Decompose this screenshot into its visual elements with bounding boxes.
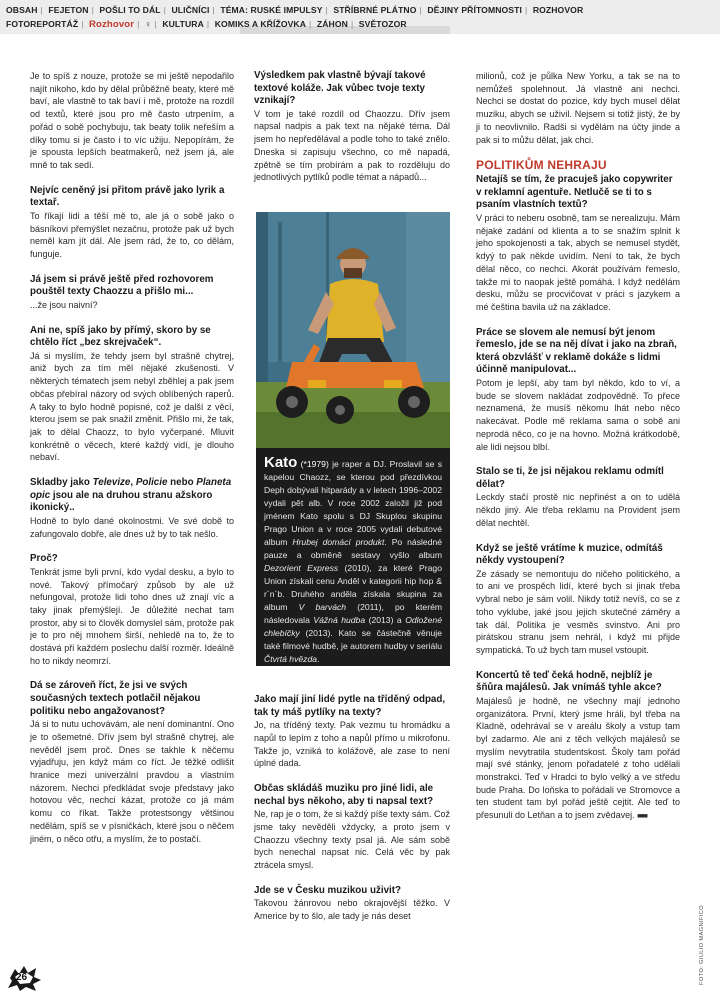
nav-item-rozhovor[interactable]: ROZHOVOR bbox=[532, 5, 584, 15]
answer-politics: Já si to nutu uchovávám, ale není dominantní. Ono je to ošemetné. Dřív jsem byl strašně chytrej, ale nevěděl jsem proč. Dnes se takhle k něčemu vyjadřuju, jen když mám co říct. Je těžké odlišit hranice mezi univerzální pravdou a vlastním názorem. Nechci předkládat svoje představy jako hotovou věc, nechci kázat, protože co já mám komu co říkat. Takže protestsongy většinou nedělám, spíš se v písničkách, které jsou o něčem jiném, o něco otřu, a myslím, že to postačí. bbox=[30, 719, 234, 844]
question-manipulation: Práce se slovem ale nemusí být jenom řemeslo, jde se na něj dívat i jako na zbraň, která obzvlášť v reklamě dokáže s lidmi účinně manipulovat... bbox=[476, 326, 677, 376]
page-number-badge bbox=[6, 964, 42, 992]
article-column-3 bbox=[476, 70, 680, 824]
nav-item-fejeton[interactable]: FEJETON bbox=[48, 5, 89, 15]
answer-refused-ad: Leckdy stačí prostě nic nepřinést a on to udělá někdo jiný. Ale třeba reklamu na Provident jsem dělat nechtěl. bbox=[476, 492, 680, 528]
answer-lyricist: To říkají lidi a těší mě to, ale já o sobě jako o básníkovi přemýšlet nezačnu, protože pak už bych neměl kam jít dál. Ale jsem rád, že to, co dělám, funguje. bbox=[30, 210, 234, 259]
nav-item-kultura[interactable]: KULTURA bbox=[162, 19, 204, 29]
nav-item-stribrne-platno[interactable]: STŘÍBRNÉ PLÁTNO bbox=[333, 5, 417, 15]
section-nav-row-1: OBSAH | FEJETON | POŠLI TO DÁL | ULIČNÍCI | TÉMA: RUSKÉ IMPULSY | STŘÍBRNÉ PLÁTNO | DĚJINY PŘÍTOMNOSTI | ROZHOVOR bbox=[6, 5, 584, 15]
question-living-from-music: Jde se v Česku muzikou uživit? bbox=[254, 884, 401, 896]
portrait-photo bbox=[256, 212, 450, 448]
article-column-2-top bbox=[254, 70, 450, 184]
nav-item-komiks[interactable]: KOMIKS A KŘÍŽOVKA bbox=[214, 19, 307, 29]
question-why: Proč? bbox=[30, 553, 58, 565]
question-direct: Ani ne, spíš jako by přímý, skoro by se chtělo říct „bez skrejvaček“. bbox=[30, 324, 211, 349]
answer-iconic-songs: Hodně to bylo dané okolnostmi. Ve své době to zafungovalo dobře, ale dnes už by to tak nešlo. bbox=[30, 515, 234, 539]
article-column-2-bottom bbox=[254, 694, 450, 923]
nav-item-tema[interactable]: TÉMA: RUSKÉ IMPULSY bbox=[220, 5, 323, 15]
answer-collages: V tom je také rozdíl od Chaozzu. Dřív jsem napsal nadpis a pak text na nějaké téma. Dál jsem ho nepředělával a podle toho to také znělo. Dneska si zapisuju všechno, co mě napadá, zpětně se tím probírám a pak to rozděluju do jednotlivých pytlíků podle témat a nápadů... bbox=[254, 108, 450, 183]
section-nav bbox=[0, 0, 720, 34]
bio-box bbox=[256, 448, 450, 666]
bio-name: Kato bbox=[264, 454, 298, 471]
section-heading: POLITIKŮM NEHRAJU bbox=[476, 158, 607, 173]
kato-on-gokart-illustration bbox=[256, 212, 450, 448]
bio-text: Kato (*1979) je raper a DJ. Proslavil se s kapelou Chaozz, se kterou pod přezdívkou Deph dobývali hitparády a v letech 1996–2002 vydali pět alb. V roce 2002 založil již pod jménem Kato spolu s DJ Skuplou skupinu Prago Union a v roce 2005 vydali debutové album Hrubej domácí produkt. Po následné pauze a obměně sestavy vyšlo album Dezorient Express (2010), za které Prago Union získali cenu Anděl v kategorii hip hop & r´n´b. Druhého anděla získala skupina za album V barvách (2011), po kterém následovala Vážná hudba (2013) a Odložené chlebíčky (2013). Kato se částečně věnuje také filmové hudbě, je autorem hudby v seriálu Čtvrtá hvězda. bbox=[264, 454, 443, 664]
answer-majales: Majálesů je hodně, ne všechny mají jednoho organizátora. První, který jsme hráli, byl třeba na Kladně, odehrával se v areálu školy a vstup tam byl zadarmo. Ale ani z těch velkých majálesů se myslím nevytratila studentskost. Školy tam pořád mají své stánky, jenom pořadatelé z toho udělali monstrakci. Teď v Hradci to bylo velký a ve středu bude Praha. Do loňska to pořádali ve Stromovce a ten student tam byl pořád ještě cejtit. Ale teď to přesunuli do Letňan a to jsem zvědavej. ■■■ bbox=[476, 695, 680, 821]
answer-sorted-bags: Jo, na tříděný texty. Pak vezmu tu hromádku a napůl to lepím z toho a napůl přímo u mikrofonu. Takže jo, vzniká to kolážově, ale zase to není úplné dada. bbox=[254, 720, 450, 769]
article-column-1 bbox=[30, 70, 234, 845]
answer-direct: Já si myslím, že tehdy jsem byl strašně chytrej, aniž bych za tím měl nějaké zkušenosti. V některých tématech jsem nebyl zběhlej a pak jsem občas přebíral názory od svých oblíbených raperů. A taky to bylo hodně popisné, což je další z věcí, kterou jsem se pak snažil změnit. Přišlo mi, že tak, jak to dělal Chaozz, to bylo vyčerpané. Mluvit konkrétně o věcech, které každý vidí, je dlouho nebaví. bbox=[30, 350, 234, 463]
photo-credit: FOTO: GIULIO MAGNIFICO bbox=[699, 905, 705, 985]
nav-item-dejiny[interactable]: DĚJINY PŘÍTOMNOSTI bbox=[427, 5, 522, 15]
question-chaozz-texts: Já jsem si právě ještě před rozhovorem pouštěl texty Chaozzu a přišlo mi... bbox=[30, 273, 214, 298]
question-lyricist: Nejvíc ceněný jsi přitom právě jako lyrik a textař. bbox=[30, 184, 225, 209]
answer-refuse-gigs: Ze zásady se nemontuju do ničeho politického, a to ani ve prospěch lidí, které bych si jinak třeba vybral nebo je sám volil. Nikdy totiž nevíš, co se z toho vyklube, jaké jsou jejich skutečné záměry a tak dál. Politika je vesměs svinstvo. Ani pro pirátskou stranu jsem nehrál, i když mi přijde sympatická. To už bych tam musel vstoupit. bbox=[476, 568, 680, 655]
question-refused-ad: Stalo se ti, že jsi nějakou reklamu odmítl dělat? bbox=[476, 466, 664, 490]
answer-continued: milionů, což je půlka New Yorku, a tak se na to nemůžeš spolehnout. Já vlastně ani nechci. Nechci se dostat do pozice, kdy bych musel dělat muziku, abych se uživil. Nejsem si totiž jistý, že by ji to neovlivnilo. Radši si vydělám na účty jinde a pak si to můžu dělat, jak chci. bbox=[476, 71, 680, 145]
bio-year: (*1979) bbox=[300, 459, 329, 469]
question-politics: Dá se zároveň říct, že jsi ve svých současných textech potlačil nějakou politiku nebo angažovanost? bbox=[30, 680, 201, 717]
nav-item-ulicnici[interactable]: ULIČNÍCI bbox=[171, 5, 210, 15]
nav-item-rozhovor-active[interactable]: Rozhovor bbox=[89, 19, 135, 30]
question-collages: Výsledkem pak vlastně bývají takové textové koláže. Jak vůbec tvoje texty vznikají? bbox=[254, 70, 426, 107]
answer-someone-else-writes: Ne, rap je o tom, že si každý píše texty sám. Což jsme taky nevěděli vždycky, a proto jsem v Chaozzu všechny texty psal já. Ale sám sobě bych nenechal napsat nic. Celá věc by pak ztrácela smysl. bbox=[254, 809, 450, 870]
answer-paragraph: Je to spíš z nouze, protože se mi ještě nepodařilo najít nikoho, kdo by dělal průběžně beaty, které mě baví, ale vlastně to tak baví i mě, protože na rozdíl od textů, které jsou pro mě často utrpením, a pořád o sobě pochybuju, tak beaty tolik neřeším a díky tomu si je často i to víc užiju. Nepopírám, že je spousta lepších beatmakerů, než jsem já, ale mně to tak sedí. bbox=[30, 71, 234, 170]
question-someone-else-writes: Občas skládáš muziku pro jiné lidi, ale nechal bys někoho, aby ti napsal text? bbox=[254, 783, 434, 807]
nav-item-posli-to-dal[interactable]: POŠLI TO DÁL bbox=[99, 5, 161, 15]
answer-chaozz-texts: ...že jsou naivní? bbox=[30, 299, 98, 310]
answer-manipulation: Potom je lepší, aby tam byl někdo, kdo to ví, a bude se slovem nakládat zodpovědně. To přece neznamená, že musíš někomu lhát nebo něco nakecávat. Podle mě reklama sama o sobě ani neprodá něco, co je na hovno. Možná krátkodobě, ale lidi nejsou blbí. bbox=[476, 378, 680, 452]
nav-item-female-symbol[interactable]: ♀ bbox=[144, 19, 152, 29]
question-majales: Koncertů tě teď čeká hodně, nejblíž je šňůra majálesů. Jak vnímáš tyhle akce? bbox=[476, 669, 662, 694]
end-of-article-mark: ■■■ bbox=[637, 813, 647, 821]
question-iconic-songs: Skladby jako Televize, Policie nebo Planeta opic jsou ale na druhou stranu ažskoro ikonický.. bbox=[30, 477, 232, 514]
nav-item-fotoreportaz[interactable]: FOTOREPORTÁŽ bbox=[6, 19, 79, 29]
answer-living-from-music: Takovou žánrovou nebo okrajovější těžko. V Americe by to šlo, ale tady je nás deset bbox=[254, 898, 450, 921]
answer-copywriter: V práci to neberu osobně, tam se nerealizuju. Mám nějaké zadání od klienta a to se snažím splnit k jeho spokojenosti a tak, abych se nemusel stydět, kdyý to pak někde uvidím. Není to tak, že bych dělal něco, co nechci. Akorát používám řemeslo, takže mi to naopak ještě pomáhá. I když nedělám desku, můžu se procvičovat v práci s jazykem a mé čeština bavila už na základce. bbox=[476, 213, 680, 312]
section-nav-row-2: FOTOREPORTÁŽ | Rozhovor | ♀ | KULTURA | KOMIKS A KŘÍŽOVKA | ZÁHON | SVĚTOZOR bbox=[6, 19, 407, 30]
nav-item-svetozor[interactable]: SVĚTOZOR bbox=[358, 19, 407, 29]
question-copywriter: Netajíš se tím, že pracuješ jako copywriter v reklamní agentuře. Netlučě se ti to s psaním vlastních textů? bbox=[476, 174, 673, 211]
question-sorted-bags: Jako mají jiní lidé pytle na tříděný odpad, tak ty máš pytlíky na texty? bbox=[254, 694, 446, 718]
nav-item-zahon[interactable]: ZÁHON bbox=[316, 19, 348, 29]
question-refuse-gigs: Když se ještě vrátíme k muzice, odmítáš někdy vystoupení? bbox=[476, 542, 663, 567]
page-number: 26 bbox=[16, 972, 28, 983]
answer-why: Tenkrát jsme byli první, kdo vydal desku, a bylo to nové. Takový přímočarý způsob by ale už nefungoval, protože lidi toho dnes už znají víc a taky jinak přemýšlejí. Je důležité nechat tam prostor, aby si to člověk domyslel sám, protože pak je to pro něj mnohem širší, nehledě na to, že to dostává při každém poslechu další rozměr. Ideálně ho to nikdy neomrzí. bbox=[30, 566, 234, 666]
nav-item-obsah[interactable]: OBSAH bbox=[6, 5, 38, 15]
